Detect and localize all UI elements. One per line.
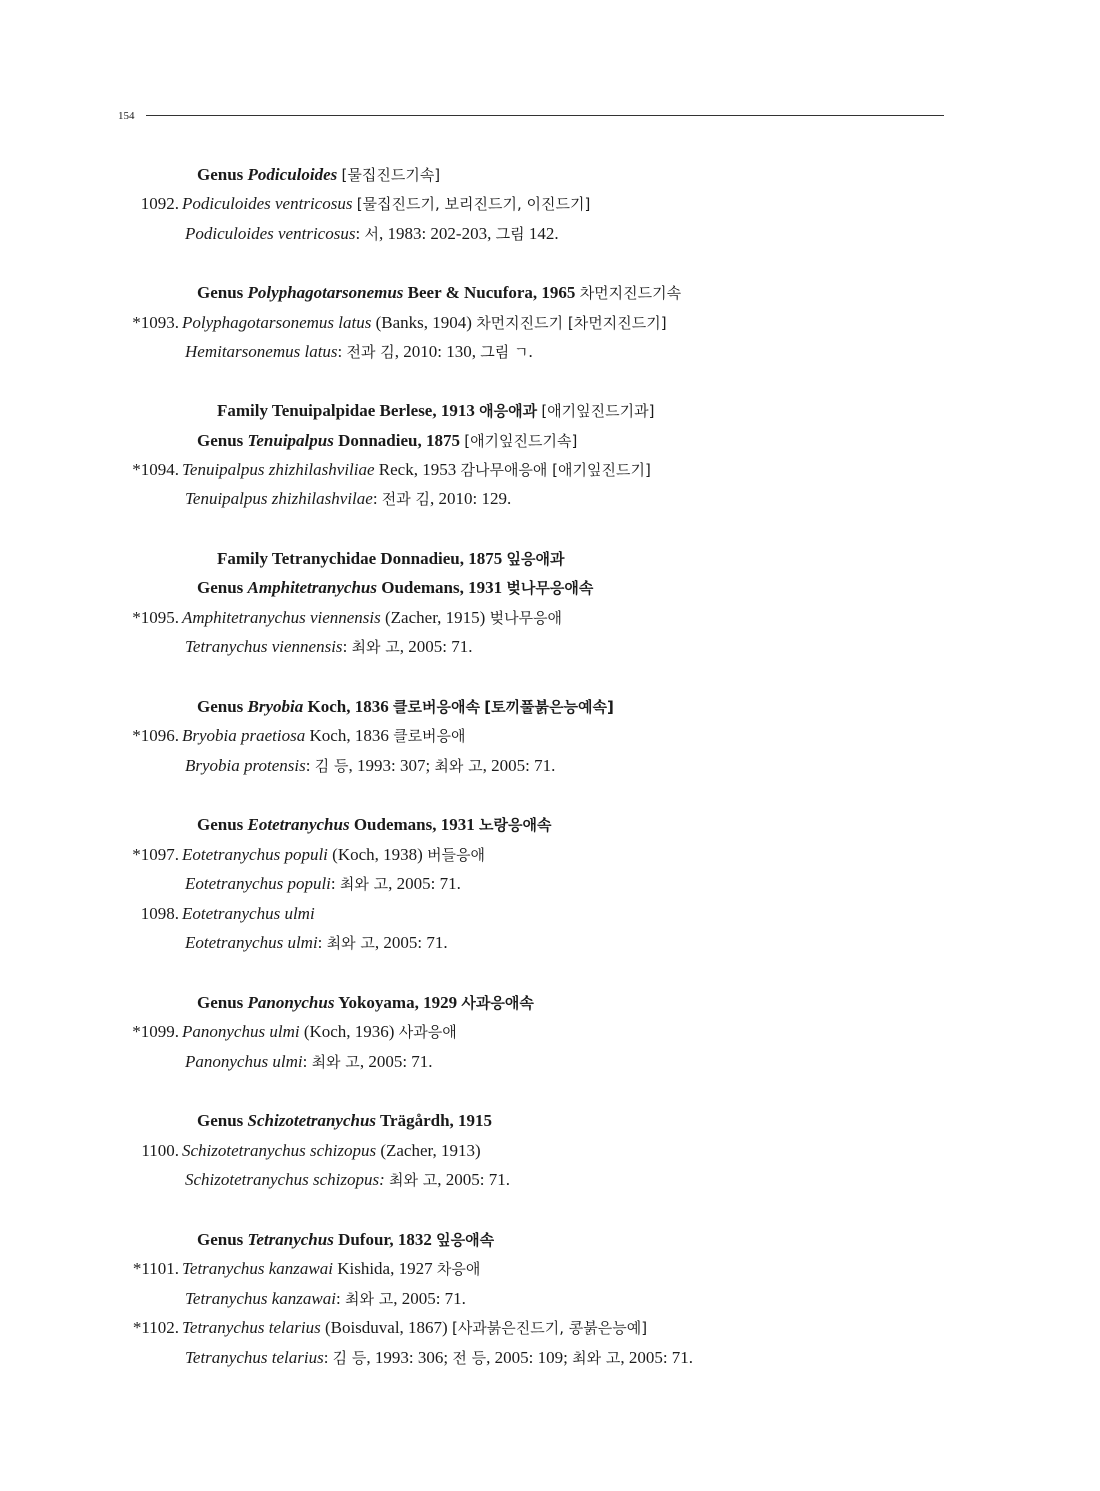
genus-line [0, 988, 1100, 1018]
text-run: , 2010: 129. [430, 489, 512, 508]
korean-name: 노랑응애속 [479, 816, 552, 834]
korean-text: 김 등 [314, 757, 349, 775]
synonym-line [0, 337, 1100, 367]
taxon-name: Panonychus ulmi [182, 1022, 300, 1041]
korean-text: [애기잎진드기과] [541, 402, 655, 420]
taxon-name: Bryobia praetiosa [182, 726, 306, 745]
text-run: , 2005: 71. [359, 1052, 433, 1071]
korean-text: 감나무애응애 [애기잎진드기] [460, 461, 651, 479]
korean-name: 잎응애과 [506, 550, 565, 568]
text-run: : [355, 224, 365, 243]
genus-line [0, 278, 1100, 308]
text-run: , 2005: 71. [399, 637, 473, 656]
taxon-name: Tetranychus telarius [182, 1318, 321, 1337]
korean-name: 클로버응애속 [393, 698, 480, 716]
family-line [0, 396, 1100, 426]
synonym-line [0, 751, 1100, 781]
synonym-line [0, 219, 1100, 249]
entry-number: *1097. [132, 845, 179, 864]
taxon-name: Polyphagotarsonemus latus [182, 313, 372, 332]
text-run: Genus [197, 283, 248, 302]
text-run: , 2005: 71. [388, 874, 461, 893]
entry-number: *1099. [132, 1022, 179, 1041]
korean-text: 그림 [495, 225, 525, 243]
text-run: Family Tenuipalpidae Berlese, 1913 [217, 401, 480, 420]
species-line [0, 1254, 1100, 1284]
entry-number: *1101. [132, 1259, 179, 1278]
text-run: 142. [524, 224, 559, 243]
entry-number: *1095. [132, 608, 179, 627]
taxon-name: Eotetranychus ulmi [185, 933, 318, 952]
korean-text: 차먼지진드기속 [579, 284, 682, 302]
taxon-name: Tetranychus [247, 1230, 334, 1249]
text-run: , 2005: 71. [374, 933, 448, 952]
text-run: Genus [197, 815, 248, 834]
text-run: , 2010: 130, [394, 342, 481, 361]
korean-text: 클로버응애 [393, 727, 466, 745]
entry-number: 1100. [141, 1141, 179, 1160]
text-run: , 1983: 202-203, [378, 224, 496, 243]
text-run: (Zacher, 1913) [376, 1141, 481, 1160]
synonym-line [0, 1165, 1100, 1195]
taxon-name: Hemitarsonemus latus [185, 342, 338, 361]
korean-text: 김 등 [332, 1349, 367, 1367]
taxon-name: Tetranychus viennensis [185, 637, 343, 656]
taxon-name: Bryobia protensis [185, 756, 306, 775]
text-run: , 1993: 306; [366, 1348, 453, 1367]
text-run: Oudemans, 1931 [349, 815, 479, 834]
page-header [118, 108, 944, 124]
entry-number: *1096. [132, 726, 179, 745]
taxon-name: Tenuipalpus zhizhilashvilae [185, 489, 373, 508]
taxon-name: Schizotetranychus schizopus [182, 1141, 377, 1160]
synonym-line [0, 869, 1100, 899]
korean-text: [사과붉은진드기, 콩붉은능예] [451, 1319, 648, 1337]
species-line [0, 721, 1100, 751]
text-run: Koch, 1836 [305, 726, 394, 745]
korean-name: 애응애과 [479, 402, 538, 420]
taxon-name: Podiculoides [247, 165, 338, 184]
synonym-line [0, 632, 1100, 662]
text-run: : [323, 1348, 333, 1367]
text-run: Genus [197, 697, 248, 716]
genus-line [0, 1225, 1100, 1255]
species-line [0, 1313, 1100, 1343]
text-run: , 2005: 71. [620, 1348, 694, 1367]
text-run: : [342, 637, 352, 656]
taxon-name: Eotetranychus ulmi [182, 904, 315, 923]
korean-text: 서 [364, 225, 379, 243]
text-run: : [335, 1289, 345, 1308]
korean-name: 잎응애속 [436, 1231, 495, 1249]
korean-name: [토끼풀붉은능예속] [484, 698, 614, 716]
genus-line [0, 160, 1100, 190]
taxon-name: Amphitetranychus viennensis [182, 608, 381, 627]
text-run: : [337, 342, 347, 361]
taxon-name: Bryobia [247, 697, 304, 716]
family-line [0, 544, 1100, 574]
species-line [0, 899, 1100, 929]
text-run: Yokoyama, 1929 [334, 993, 462, 1012]
synonym-line [0, 928, 1100, 958]
korean-text: [물집진드기속] [341, 166, 441, 184]
species-line [0, 840, 1100, 870]
korean-text: 차응애 [436, 1260, 481, 1278]
text-run: Genus [197, 578, 248, 597]
text-run: Beer & Nucufora, 1965 [403, 283, 580, 302]
text-run: Trägårdh, 1915 [376, 1111, 493, 1130]
entry-number: *1094. [132, 460, 179, 479]
text-run: , 2005: 71. [482, 756, 556, 775]
taxon-name: Podiculoides ventricosus [185, 224, 356, 243]
korean-text: 최와 고 [326, 934, 375, 952]
genus-line [0, 1106, 1100, 1136]
text-run: , 2005: 71. [437, 1170, 510, 1189]
text-run: Oudemans, 1931 [376, 578, 507, 597]
taxon-name: Schizotetranychus [247, 1111, 377, 1130]
taxon-name: Tetranychus telarius [185, 1348, 324, 1367]
species-line [0, 1017, 1100, 1047]
taxon-name: Eotetranychus [247, 815, 350, 834]
korean-text: 전 등 [452, 1349, 487, 1367]
species-line [0, 189, 1100, 219]
taxon-name: Panonychus [247, 993, 335, 1012]
text-run: : [305, 756, 315, 775]
text-run: Genus [197, 431, 248, 450]
text-run: (Koch, 1938) [327, 845, 428, 864]
korean-text: 버들응애 [427, 846, 486, 864]
entry-number: 1092. [140, 194, 179, 213]
text-run: Reck, 1953 [374, 460, 461, 479]
synonym-line [0, 1343, 1100, 1373]
text-run: Dufour, 1832 [333, 1230, 437, 1249]
korean-text: 최와 고 [434, 757, 483, 775]
text-run: , 1993: 307; [348, 756, 435, 775]
species-line [0, 308, 1100, 338]
text-run: Genus [197, 1230, 248, 1249]
taxon-name: Tetranychus kanzawai [182, 1259, 333, 1278]
synonym-line [0, 484, 1100, 514]
korean-name: 벚나무응애속 [506, 579, 594, 597]
taxon-name: Polyphagotarsonemus [247, 283, 404, 302]
taxon-name: Eotetranychus populi [182, 845, 328, 864]
korean-text: 최와 고 [339, 875, 389, 893]
taxon-name: Tenuipalpus zhizhilashviliae [182, 460, 375, 479]
korean-text: [물집진드기, 보리진드기, 이진드기] [356, 195, 591, 213]
korean-text: [애기잎진드기속] [464, 432, 578, 450]
taxon-name: Eotetranychus populi [185, 874, 331, 893]
text-run: : [317, 933, 327, 952]
korean-text: 최와 고 [311, 1053, 360, 1071]
taxon-name: Podiculoides ventricosus [182, 194, 353, 213]
text-run: Genus [197, 165, 248, 184]
species-line [0, 1136, 1100, 1166]
text-run: , 2005: 109; [486, 1348, 573, 1367]
genus-line [0, 573, 1100, 603]
text-run: , 2005: 71. [393, 1289, 466, 1308]
text-run: (Boisduval, 1867) [320, 1318, 452, 1337]
korean-text: 전과 김 [381, 490, 431, 508]
page-number: 154 [118, 110, 135, 122]
text-run: Family Tetranychidae Donnadieu, 1875 [217, 549, 507, 568]
synonym-line [0, 1047, 1100, 1077]
korean-name: 사과응애속 [461, 994, 534, 1012]
korean-text: 벚나무응애 [489, 609, 563, 627]
entry-number: *1102. [132, 1318, 179, 1337]
korean-text: 그림 ㄱ [480, 343, 529, 361]
species-line [0, 455, 1100, 485]
korean-text: 사과응애 [398, 1023, 457, 1041]
text-run: Koch, 1836 [303, 697, 394, 716]
species-line [0, 603, 1100, 633]
text-run: Kishida, 1927 [332, 1259, 437, 1278]
text-run: Genus [197, 993, 248, 1012]
korean-text: 최와 고 [344, 1290, 394, 1308]
korean-text: 최와 고 [572, 1349, 621, 1367]
genus-line [0, 692, 1100, 722]
text-run: : [330, 874, 340, 893]
text-run: : [372, 489, 382, 508]
text-run: . [528, 342, 533, 361]
taxon-name: Panonychus ulmi [185, 1052, 303, 1071]
entry-number: *1093. [132, 313, 179, 332]
text-run: Genus [197, 1111, 248, 1130]
synonym-line [0, 1284, 1100, 1314]
text-run: : [302, 1052, 312, 1071]
genus-line [0, 810, 1100, 840]
header-rule [146, 115, 944, 116]
text-run: Donnadieu, 1875 [333, 431, 465, 450]
text-run: (Banks, 1904) [371, 313, 477, 332]
korean-text: 전과 김 [346, 343, 395, 361]
text-run: (Koch, 1936) [299, 1022, 399, 1041]
korean-text: 최와 고 [388, 1171, 438, 1189]
taxon-name: Amphitetranychus [247, 578, 377, 597]
genus-line [0, 426, 1100, 456]
taxon-name: Tetranychus kanzawai [185, 1289, 336, 1308]
text-run: (Zacher, 1915) [380, 608, 490, 627]
korean-text: 차먼지진드기 [차먼지진드기] [476, 314, 667, 332]
korean-text: 최와 고 [351, 638, 400, 656]
taxon-name: Tenuipalpus [247, 431, 334, 450]
entry-number: 1098. [140, 904, 179, 923]
taxon-name: Schizotetranychus schizopus: [185, 1170, 385, 1189]
